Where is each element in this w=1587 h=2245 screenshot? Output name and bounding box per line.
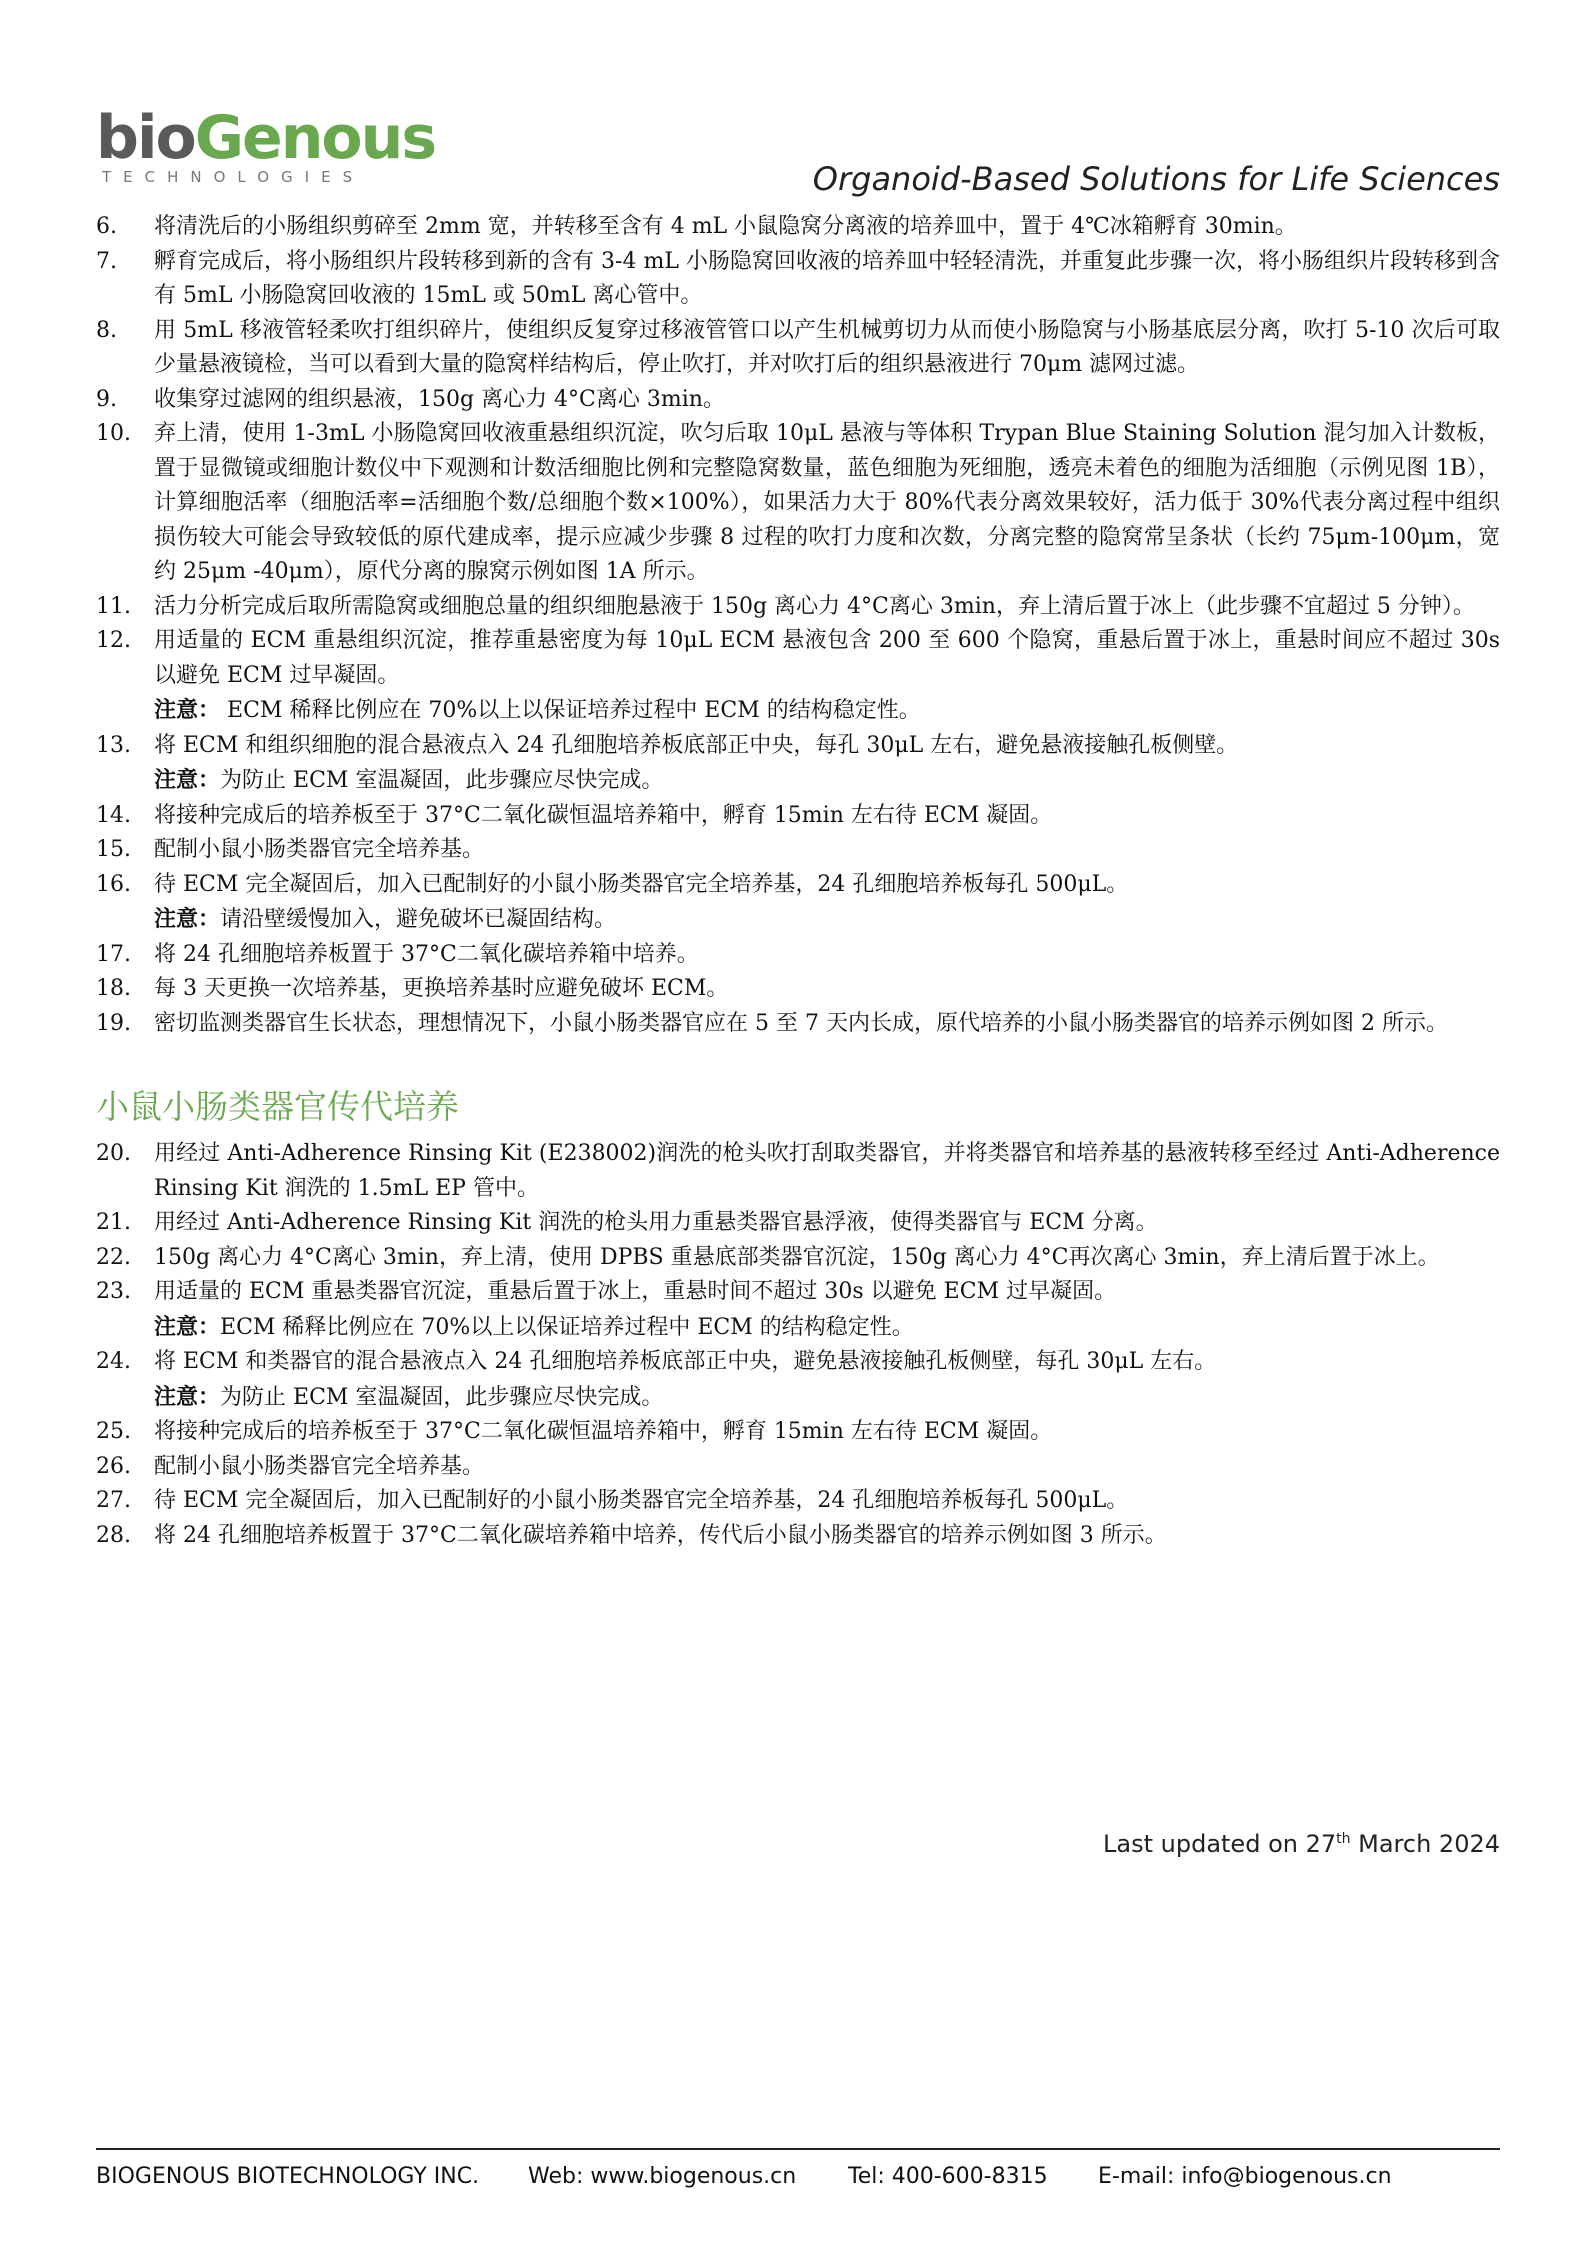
step-number: 7. <box>96 248 117 274</box>
header-tagline: Organoid-Based Solutions for Life Sciences <box>812 160 1500 198</box>
step-number: 20. <box>96 1141 131 1166</box>
step-text: 活力分析完成后取所需隐窝或细胞总量的组织细胞悬液于 150g 离心力 4°C离心 3min，弃上清后置于冰上（此步骤不宜超过 5 分钟）。 <box>154 593 1475 619</box>
step-number: 26. <box>96 1453 131 1479</box>
protocol-step <box>96 1415 1500 1450</box>
protocol-step <box>96 1241 1500 1276</box>
step-number: 16. <box>96 871 131 897</box>
footer-web: Web: www.biogenous.cn <box>528 2164 797 2189</box>
updated-prefix: Last updated on 27 <box>1103 1830 1337 1858</box>
updated-sup: th <box>1336 1831 1351 1847</box>
note-label: 注意： <box>154 1313 221 1340</box>
note-label: 注意： <box>154 1383 221 1410</box>
note-text: 请沿壁缓慢加入，避免破坏已凝固结构。 <box>220 907 617 932</box>
footer-email: E-mail: info@biogenous.cn <box>1098 2164 1392 2189</box>
step-note <box>96 1310 1500 1346</box>
step-number: 12. <box>96 628 131 653</box>
biogenous-logo <box>96 103 436 186</box>
step-text: 将 24 孔细胞培养板置于 37°C二氧化碳培养箱中培养。 <box>154 941 699 967</box>
step-number: 24. <box>96 1349 131 1374</box>
step-text: 将接种完成后的培养板至于 37°C二氧化碳恒温培养箱中，孵育 15min 左右待 ECM 凝固。 <box>154 802 1053 828</box>
step-text: 将接种完成后的培养板至于 37°C二氧化碳恒温培养箱中，孵育 15min 左右待 ECM 凝固。 <box>154 1419 1053 1444</box>
protocol-step <box>96 1345 1500 1380</box>
protocol-step <box>96 1275 1500 1310</box>
footer-tel: Tel: 400-600-8315 <box>848 2164 1048 2189</box>
step-text: 收集穿过滤网的组织悬液，150g 离心力 4°C离心 3min。 <box>154 386 725 412</box>
protocol-step <box>96 972 1500 1007</box>
protocol-step <box>96 314 1500 383</box>
step-number: 25. <box>96 1419 131 1444</box>
protocol-steps-passage <box>96 1137 1500 1553</box>
step-text: 将 ECM 和组织细胞的混合悬液点入 24 孔细胞培养板底部正中央，每孔 30μL 左右，避免悬液接触孔板侧壁。 <box>154 732 1239 758</box>
step-text: 每 3 天更换一次培养基，更换培养基时应避免破坏 ECM。 <box>154 976 729 1001</box>
step-note <box>96 763 1500 799</box>
step-number: 23. <box>96 1279 131 1304</box>
step-note <box>96 902 1500 938</box>
step-number: 28. <box>96 1522 131 1548</box>
protocol-steps-primary <box>96 210 1500 1041</box>
step-text: 用 5mL 移液管轻柔吹打组织碎片，使组织反复穿过移液管管口以产生机械剪切力从而使小肠隐窝与小肠基底层分离，吹打 5-10 次后可取少量悬液镜检，当可以看到大量的隐窝样结构后，停止吹打，并对吹打后的组织悬液进行 70μm 滤网过滤。 <box>154 317 1500 377</box>
note-label: 注意： <box>154 906 221 932</box>
step-note <box>96 1380 1500 1416</box>
step-number: 8. <box>96 317 117 343</box>
step-text: 配制小鼠小肠类器官完全培养基。 <box>154 837 485 862</box>
step-number: 14. <box>96 802 131 828</box>
step-text: 待 ECM 完全凝固后，加入已配制好的小鼠小肠类器官完全培养基，24 孔细胞培养板每孔 500μL。 <box>154 871 1129 897</box>
updated-suffix: March 2024 <box>1350 1830 1500 1858</box>
step-text: 孵育完成后，将小肠组织片段转移到新的含有 3-4 mL 小肠隐窝回收液的培养皿中轻轻清洗，并重复此步骤一次，将小肠组织片段转移到含有 5mL 小肠隐窝回收液的 15mL 或 50mL 离心管中。 <box>154 248 1500 308</box>
step-note <box>96 693 1500 729</box>
step-number: 22. <box>96 1244 131 1270</box>
protocol-step <box>96 383 1500 418</box>
step-text: 用经过 Anti-Adherence Rinsing Kit 润洗的枪头用力重悬类器官悬浮液，使得类器官与 ECM 分离。 <box>154 1210 1158 1235</box>
step-text: 待 ECM 完全凝固后，加入已配制好的小鼠小肠类器官完全培养基，24 孔细胞培养板每孔 500μL。 <box>154 1488 1129 1513</box>
document-body <box>96 210 1500 1553</box>
protocol-step <box>96 1137 1500 1206</box>
protocol-step <box>96 1450 1500 1485</box>
protocol-step <box>96 1206 1500 1241</box>
protocol-step <box>96 799 1500 834</box>
step-number: 17. <box>96 941 131 967</box>
step-number: 10. <box>96 421 131 446</box>
note-label: 注意： <box>154 767 221 793</box>
protocol-step <box>96 624 1500 693</box>
step-number: 19. <box>96 1010 131 1036</box>
step-number: 11. <box>96 593 131 619</box>
logo-word-genous: Genous <box>194 103 436 173</box>
step-number: 13. <box>96 732 131 758</box>
step-text: 将清洗后的小肠组织剪碎至 2mm 宽，并转移至含有 4 mL 小鼠隐窝分离液的培养皿中，置于 4℃冰箱孵育 30min。 <box>154 214 1297 239</box>
logo-wordmark <box>96 103 436 173</box>
step-text: 150g 离心力 4°C离心 3min，弃上清，使用 DPBS 重悬底部类器官沉淀，150g 离心力 4°C再次离心 3min，弃上清后置于冰上。 <box>154 1244 1440 1270</box>
protocol-step <box>96 417 1500 590</box>
page-footer <box>96 2148 1500 2189</box>
protocol-step <box>96 590 1500 625</box>
step-text: 用适量的 ECM 重悬组织沉淀，推荐重悬密度为每 10μL ECM 悬液包含 200 至 600 个隐窝，重悬后置于冰上，重悬时间应不超过 30s 以避免 ECM 过早凝固。 <box>154 628 1500 688</box>
note-text: 为防止 ECM 室温凝固，此步骤应尽快完成。 <box>220 768 664 793</box>
last-updated <box>1103 1830 1500 1858</box>
protocol-step <box>96 833 1500 868</box>
protocol-step <box>96 245 1500 314</box>
step-text: 配制小鼠小肠类器官完全培养基。 <box>154 1453 485 1479</box>
protocol-step <box>96 938 1500 973</box>
note-text: ECM 稀释比例应在 70%以上以保证培养过程中 ECM 的结构稳定性。 <box>220 698 921 723</box>
step-text: 用经过 Anti-Adherence Rinsing Kit (E238002)润洗的枪头吹打刮取类器官，并将类器官和培养基的悬液转移至经过 Anti-Adherence Rinsing Kit 润洗的 1.5mL EP 管中。 <box>154 1141 1500 1201</box>
step-text: 将 ECM 和类器官的混合悬液点入 24 孔细胞培养板底部正中央，避免悬液接触孔板侧壁，每孔 30μL 左右。 <box>154 1349 1217 1374</box>
step-text: 密切监测类器官生长状态，理想情况下，小鼠小肠类器官应在 5 至 7 天内长成，原代培养的小鼠小肠类器官的培养示例如图 2 所示。 <box>154 1010 1448 1036</box>
step-number: 9. <box>96 386 117 412</box>
note-text: 为防止 ECM 室温凝固，此步骤应尽快完成。 <box>220 1384 664 1410</box>
note-text: ECM 稀释比例应在 70%以上以保证培养过程中 ECM 的结构稳定性。 <box>220 1314 914 1340</box>
step-number: 27. <box>96 1488 131 1513</box>
protocol-step <box>96 1484 1500 1519</box>
step-number: 21. <box>96 1210 131 1235</box>
step-number: 15. <box>96 837 131 862</box>
protocol-step <box>96 868 1500 903</box>
logo-subtitle: TECHNOLOGIES <box>102 168 365 186</box>
step-text: 用适量的 ECM 重悬类器官沉淀，重悬后置于冰上，重悬时间不超过 30s 以避免 ECM 过早凝固。 <box>154 1279 1117 1304</box>
logo-word-bio: bio <box>96 103 195 173</box>
page-header <box>96 103 1500 200</box>
footer-company: BIOGENOUS BIOTECHNOLOGY INC. <box>96 2164 480 2189</box>
protocol-step <box>96 210 1500 245</box>
step-number: 18. <box>96 976 131 1001</box>
protocol-step <box>96 1007 1500 1042</box>
note-label: 注意： <box>154 697 221 723</box>
section-title: 小鼠小肠类器官传代培养 <box>96 1087 459 1126</box>
step-text: 弃上清，使用 1-3mL 小肠隐窝回收液重悬组织沉淀，吹匀后取 10μL 悬液与等体积 Trypan Blue Staining Solution 混匀加入计数板，置于显微镜或细胞计数仪中下观测和计数活细胞比例和完整隐窝数量，蓝色细胞为死细胞，透亮未着色的细胞为活细胞（示例见图 1B），计算细胞活率（细胞活率=活细胞个数/总细胞个数×100%），如果活力大于 80%代表分离效果较好，活力低于 30%代表分离过程中组织损伤较大可能会导致较低的原代建成率，提示应减少步骤 8 过程的吹打力度和次数，分离完整的隐窝常呈条状（长约 75μm-100μm，宽约 25μm -40μm），原代分离的腺窝示例如图 1A 所示。 <box>154 421 1500 584</box>
step-number: 6. <box>96 214 117 239</box>
protocol-step <box>96 729 1500 764</box>
step-text: 将 24 孔细胞培养板置于 37°C二氧化碳培养箱中培养，传代后小鼠小肠类器官的培养示例如图 3 所示。 <box>154 1522 1167 1548</box>
protocol-step <box>96 1519 1500 1554</box>
